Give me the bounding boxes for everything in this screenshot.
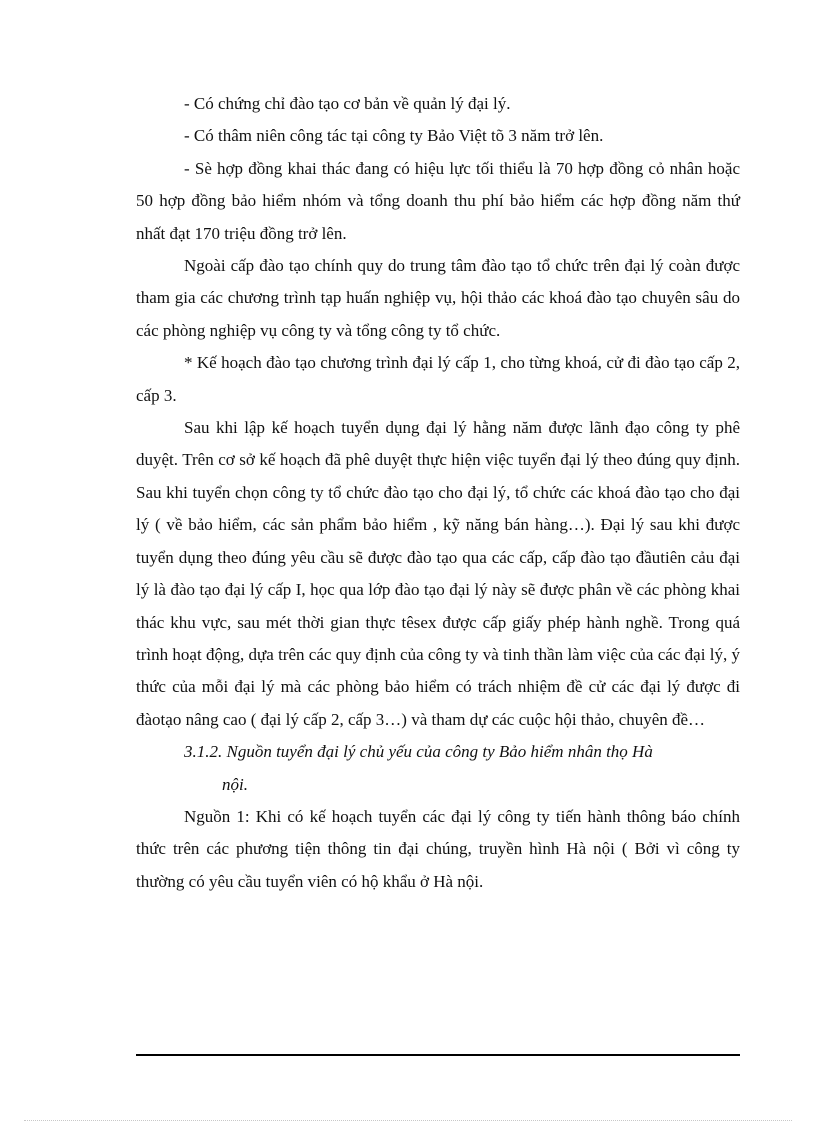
page-edge-divider — [24, 1120, 792, 1121]
document-body — [136, 88, 740, 898]
footer-rule — [136, 1054, 740, 1056]
paragraph-training-plan: * Kế hoạch đào tạo chương trình đại lý cấp 1, cho từng khoá, cử đi đào tạo cấp 2, cấp 3. — [136, 353, 740, 405]
paragraph-recruitment-process: Sau khi lập kế hoạch tuyển dụng đại lý hằng năm được lãnh đạo công ty phê duyệt. Trên cơ sở kế hoạch đã phê duyệt thực hiện việc tuyển đại lý theo đúng quy định. Sau khi tuyển chọn công ty tổ chức đào tạo cho đại lý, tổ chức các khoá đào tạo cho đại lý ( về bảo hiểm, các sản phẩm bảo hiểm , kỹ năng bán hàng…). Đại lý sau khi được tuyển dụng theo đúng yêu cầu sẽ được đào tạo qua các cấp, cấp đào tạo đầutiên cảu đại lý là đào tạo đại lý cấp I, học qua lớp đào tạo đại lý này sẽ được phân về các phòng khai thác khu vực, sau mét thời gian thực têsex được cấp giấy phép hành nghề. Trong quá trình hoạt động, dựa trên các quy định của công ty và tinh thần làm việc của các đại lý, ý thức của mỗi đại lý mà các phòng bảo hiểm có trách nhiệm đề cử các đại lý được đi đàotạo nâng cao ( đại lý cấp 2, cấp 3…) và tham dự các cuộc hội thảo, chuyên đề… — [136, 418, 740, 729]
requirement-seniority: - Có thâm niên công tác tại công ty Bảo Việt tõ 3 năm trở lên. — [184, 126, 604, 146]
requirement-certificate: - Có chứng chỉ đào tạo cơ bản về quản lý đại lý. — [184, 94, 511, 113]
section-heading-line2: nội. — [222, 774, 248, 794]
paragraph-training-programs: Ngoài cấp đào tạo chính quy do trung tâm đào tạo tổ chức trên đại lý coàn được tham gia các chương trình tạp huấn nghiệp vụ, hội thảo các khoá đào tạo chuyên sâu do các phòng nghiệp vụ công ty và tổng công ty tổ chức. — [136, 256, 740, 340]
section-heading — [136, 736, 740, 801]
section-heading-line1: 3.1.2. Nguồn tuyển đại lý chủ yếu của công ty Bảo hiểm nhân thọ Hà — [184, 742, 653, 762]
requirement-contracts: - Sè hợp đồng khai thác đang có hiệu lực tối thiểu là 70 hợp đồng cỏ nhân hoặc 50 hợp đồng bảo hiểm nhóm và tổng doanh thu phí bảo hiểm các hợp đồng năm thứ nhất đạt 170 triệu đồng trở lên. — [136, 158, 740, 243]
paragraph-source-1: Nguồn 1: Khi có kế hoạch tuyển các đại lý công ty tiến hành thông báo chính thức trên các phương tiện thông tin đại chúng, truyền hình Hà nội ( Bởi vì công ty thường có yêu cầu tuyển viên có hộ khẩu ở Hà nội. — [136, 806, 740, 891]
